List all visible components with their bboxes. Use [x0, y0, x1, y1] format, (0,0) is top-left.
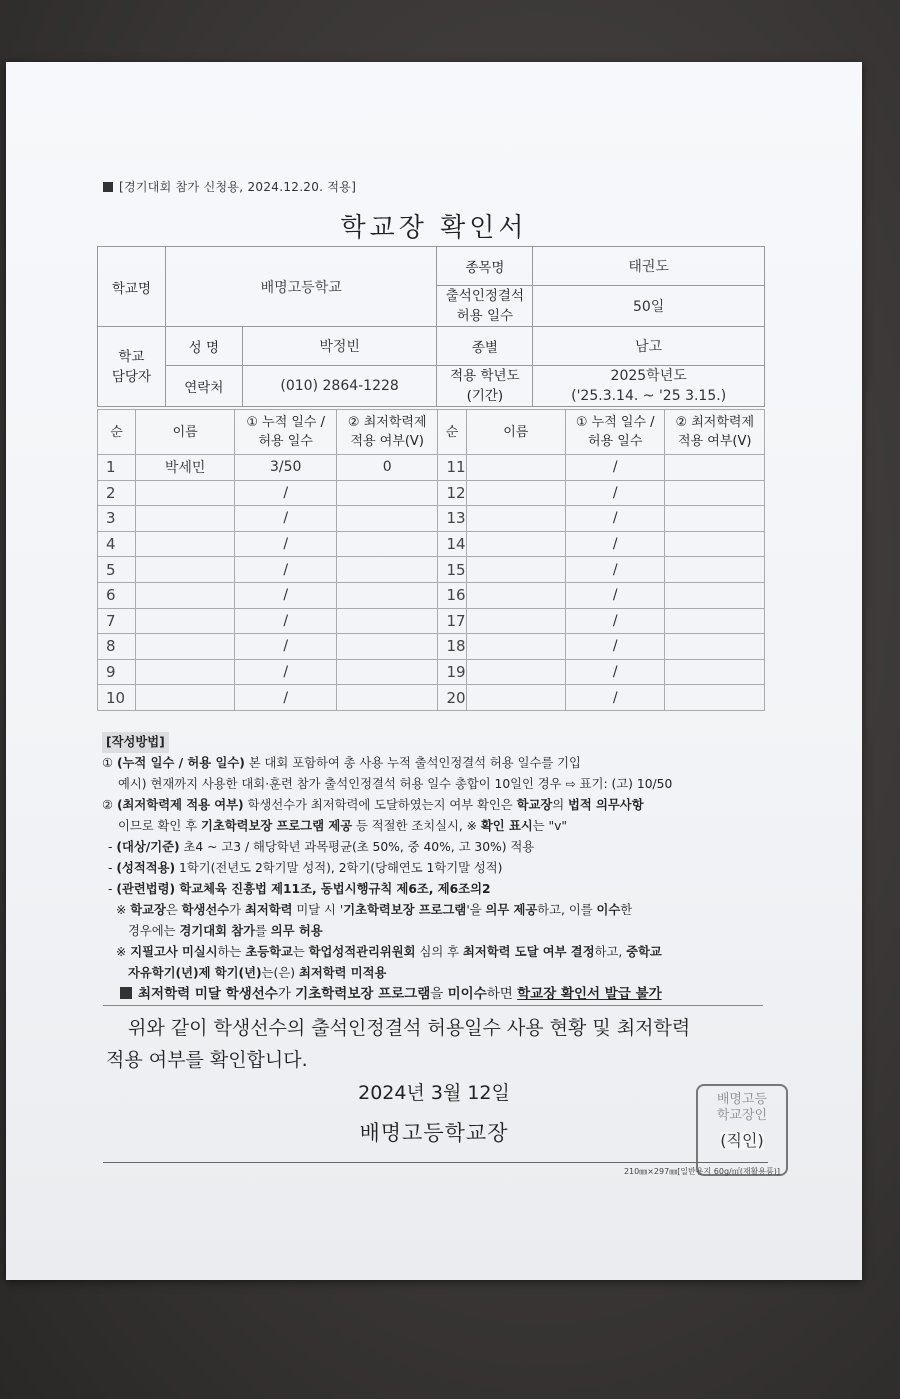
school-label: 학교명 [98, 247, 166, 327]
t: (누적 일수 / 허용 일수) [116, 756, 245, 770]
t: 를 [255, 924, 271, 938]
seal-label: (직인) [720, 1131, 764, 1150]
cell-min2 [665, 685, 765, 711]
year-value [533, 366, 765, 407]
header-note-text: [경기대회 참가 신청용, 2024.12.20. 적용] [119, 180, 357, 194]
cell-no2: 11 [438, 455, 466, 481]
col-days-2-line2: 허용 일수 [588, 434, 643, 449]
instruction-1 [102, 753, 782, 774]
note-elementary-cont [102, 963, 782, 984]
cell-no: 7 [98, 608, 136, 634]
table-row [98, 506, 765, 532]
t: 학교장 확인서 발급 불가 [517, 986, 662, 1002]
absence-label [437, 286, 533, 327]
cell-min [336, 480, 437, 506]
col-no: 순 [98, 410, 136, 455]
note-elementary [102, 942, 782, 963]
t: 학생선수가 최저학력에 도달하였는지 여부 확인은 [243, 798, 517, 812]
cell-days: / [235, 531, 337, 557]
sport-value: 태권도 [533, 247, 765, 286]
cell-min [336, 608, 437, 634]
col-name: 이름 [135, 410, 234, 455]
cell-min: 0 [336, 455, 437, 481]
cell-days: / [235, 608, 337, 634]
cell-name2 [466, 685, 565, 711]
instruction-1-example: 예시) 현재까지 사용한 대회·훈련 참가 출석인정결석 허용 일수 총합이 10일인 경우 ⇨ 표기: (고) 10/50 [118, 777, 673, 791]
cell-days2: / [566, 685, 665, 711]
staff-label [98, 327, 166, 407]
t: 가 [277, 986, 296, 1002]
cell-name [135, 608, 234, 634]
cell-no2: 15 [438, 557, 466, 583]
cell-name [135, 557, 234, 583]
contact-value: (010) 2864-1228 [242, 366, 437, 407]
col-days-2 [566, 410, 665, 455]
cell-min2 [665, 455, 765, 481]
cell-no: 3 [98, 506, 136, 532]
t: 하고, [594, 945, 627, 959]
cell-min2 [665, 582, 765, 608]
seal-text: 배명고등학교장인 [716, 1092, 768, 1123]
t: 기초학력보장 프로그램 [343, 903, 467, 917]
check-box-icon [120, 987, 132, 999]
name-value: 박정빈 [242, 327, 437, 366]
cell-name2 [466, 582, 565, 608]
table-row [98, 634, 765, 660]
t: 학교장 [130, 903, 166, 917]
t: 등 적절한 조치실시, ※ [352, 819, 481, 833]
year-value-line1: 2025학년도 [610, 368, 687, 384]
cell-name2 [466, 634, 565, 660]
cell-days2: / [566, 506, 665, 532]
cell-min2 [665, 506, 765, 532]
section-divider [103, 1005, 763, 1006]
cell-days: / [235, 480, 337, 506]
col-min-2-line1: ② 최저학력제 [675, 415, 755, 430]
cell-name [135, 685, 234, 711]
cell-no: 10 [98, 685, 136, 711]
cell-min2 [665, 634, 765, 660]
cell-name [135, 582, 234, 608]
cell-no2: 14 [438, 531, 466, 557]
absence-label-line1: 출석인정결석 [445, 288, 524, 304]
t: 심의 후 [415, 945, 463, 959]
t: 최저학력 [244, 903, 293, 917]
list-body [98, 455, 765, 711]
cell-no2: 12 [438, 480, 466, 506]
absence-label-line2: 허용 일수 [456, 308, 514, 324]
cell-no2: 18 [438, 634, 466, 660]
cell-days: / [235, 506, 337, 532]
cell-no2: 17 [438, 608, 466, 634]
t: 의무 허용 [270, 924, 323, 938]
cell-min [336, 531, 437, 557]
cell-name2 [466, 455, 565, 481]
cell-min [336, 634, 437, 660]
t: 는 "v" [532, 819, 568, 833]
cell-min [336, 582, 437, 608]
t: 본 대회 포함하여 총 사용 누적 출석인정결석 허용 일수를 기입 [244, 756, 581, 770]
confirmation-line2: 적용 여부를 확인합니다. [106, 1049, 308, 1071]
cell-name2 [466, 531, 565, 557]
t: 학생선수 [181, 903, 230, 917]
table-row [98, 608, 765, 634]
instruction-2 [102, 795, 782, 816]
cell-days2: / [566, 531, 665, 557]
t: '을 [466, 903, 486, 917]
t: 법적 의무사항 [568, 798, 644, 812]
year-label [437, 366, 533, 407]
instruction-grades [102, 858, 782, 879]
t: ① [102, 756, 117, 770]
col-min [336, 410, 437, 455]
cell-min [336, 557, 437, 583]
col-min-line2: 적용 여부(V) [350, 434, 424, 449]
t: 기초학력보장 프로그램 [295, 986, 431, 1002]
header-note [103, 178, 356, 195]
year-value-line2: ('25.3.14. ~ '25 3.15.) [571, 388, 727, 404]
name-label: 성 명 [165, 327, 242, 366]
col-min-line1: ② 최저학력제 [347, 415, 427, 430]
principal-name: 배명고등학교장 [359, 1121, 509, 1145]
table-row [98, 480, 765, 506]
year-label-line2: (기간) [466, 388, 504, 404]
t: 최저학력 미적용 [298, 966, 387, 980]
t: (대상/기준) [116, 840, 180, 854]
t: 미달 시 ' [292, 903, 344, 917]
paper-spec: 210㎜×297㎜[일반용지 60g/㎡(재활용품)] [623, 1167, 780, 1176]
cell-no: 6 [98, 582, 136, 608]
t: 가 [229, 903, 245, 917]
table-row [98, 557, 765, 583]
cell-name [135, 659, 234, 685]
col-days-2-line1: ① 누적 일수 / [575, 415, 655, 430]
cell-min2 [665, 480, 765, 506]
cell-name [135, 634, 234, 660]
cell-no2: 20 [438, 685, 466, 711]
cell-no: 2 [98, 480, 136, 506]
sport-label: 종목명 [437, 247, 533, 286]
list-header-row [98, 410, 765, 455]
cell-days2: / [566, 557, 665, 583]
t: 중학교 [626, 945, 662, 959]
t: 이수 [596, 903, 621, 917]
t: 경우에는 [128, 924, 180, 938]
cell-min2 [665, 557, 765, 583]
t: ※ [116, 903, 131, 917]
note-principal-cont [102, 921, 782, 942]
school-value: 배명고등학교 [165, 247, 437, 327]
t: 초4 ~ 고3 / 해당학년 과목평균(초 50%, 중 40%, 고 30%) 적용 [179, 840, 535, 854]
t: (최저학력제 적용 여부) [116, 798, 244, 812]
t: ② [102, 798, 117, 812]
t: 학업성적관리위원회 [308, 945, 416, 959]
cell-name2 [466, 506, 565, 532]
cell-days: / [235, 582, 337, 608]
t: (성적적용) [116, 861, 176, 875]
t: 이므로 확인 후 [118, 819, 201, 833]
cell-no: 5 [98, 557, 136, 583]
t: 는(은) [261, 966, 299, 980]
cell-min2 [665, 531, 765, 557]
instructions-section [102, 732, 782, 1005]
t: 최저학력 미달 [138, 986, 226, 1002]
category-label: 종별 [437, 327, 533, 366]
t: 미이수 [447, 986, 487, 1002]
cell-days: / [235, 634, 337, 660]
cell-min2 [665, 608, 765, 634]
t: 을 [430, 986, 448, 1002]
cell-name [135, 480, 234, 506]
confirmation-line1: 위와 같이 학생선수의 출석인정결석 허용일수 사용 현황 및 최저학력 [128, 1017, 691, 1039]
t: 은 [165, 903, 182, 917]
t: 경기대회 참가 [179, 924, 255, 938]
t: 하면 [486, 986, 518, 1002]
cell-days2: / [566, 455, 665, 481]
cell-name2 [466, 608, 565, 634]
col-days-line1: ① 누적 일수 / [246, 415, 326, 430]
cell-days2: / [566, 659, 665, 685]
col-name-2: 이름 [466, 410, 565, 455]
cell-no2: 13 [438, 506, 466, 532]
absence-value: 50일 [533, 286, 765, 327]
col-days [235, 410, 337, 455]
t: - [108, 840, 117, 854]
cell-min [336, 506, 437, 532]
t: - [108, 861, 117, 875]
issue-date: 2024년 3월 12일 [358, 1082, 510, 1104]
student-list-table [97, 409, 765, 711]
cell-name [135, 531, 234, 557]
t: 확인 표시 [480, 819, 533, 833]
cell-days2: / [566, 634, 665, 660]
t: 학생선수 [225, 986, 278, 1002]
col-min-2-line2: 적용 여부(V) [678, 434, 752, 449]
category-value: 남고 [533, 327, 765, 366]
t: 의무 제공 [485, 903, 538, 917]
cell-no2: 19 [438, 659, 466, 685]
t: 하고, 이를 [537, 903, 597, 917]
cell-days: / [235, 659, 337, 685]
cell-name2 [466, 557, 565, 583]
instruction-2-cont [102, 816, 782, 837]
instruction-target [102, 837, 782, 858]
t: 기초학력보장 프로그램 제공 [201, 819, 353, 833]
col-days-line2: 허용 일수 [258, 434, 313, 449]
t: 최저학력 도달 여부 결정 [462, 945, 595, 959]
cell-no2: 16 [438, 582, 466, 608]
square-bullet-icon [103, 182, 113, 192]
confirmation-text [106, 1012, 776, 1076]
col-no-2: 순 [438, 410, 466, 455]
bottom-rule [103, 1162, 768, 1163]
cell-min2 [665, 659, 765, 685]
staff-label-line2: 담당자 [111, 368, 151, 385]
instructions-title: [작성방법] [102, 732, 169, 753]
t: 하는 [217, 945, 246, 959]
t: 의 [552, 798, 569, 812]
t: 지필고사 미실시 [130, 945, 218, 959]
t: 초등학교 [245, 945, 293, 959]
cell-days: / [235, 685, 337, 711]
t: 는 [292, 945, 309, 959]
cell-name2 [466, 659, 565, 685]
info-table [97, 246, 765, 407]
final-warning [102, 984, 782, 1005]
t: 1학기(전년도 2학기말 성적), 2학기(당해연도 1학기말 성적) [175, 861, 503, 875]
col-min-2 [665, 410, 765, 455]
staff-label-line1: 학교 [118, 348, 145, 365]
cell-name: 박세민 [135, 455, 234, 481]
cell-no: 1 [98, 455, 136, 481]
cell-days: / [235, 557, 337, 583]
table-row [98, 582, 765, 608]
t: 한 [620, 903, 633, 917]
table-row [98, 685, 765, 711]
year-label-line1: 적용 학년도 [450, 368, 520, 384]
cell-days2: / [566, 480, 665, 506]
note-principal [102, 900, 782, 921]
t: ※ [116, 945, 131, 959]
cell-no: 9 [98, 659, 136, 685]
cell-name [135, 506, 234, 532]
cell-days: 3/50 [235, 455, 337, 481]
cell-days2: / [566, 608, 665, 634]
cell-no: 4 [98, 531, 136, 557]
table-row [98, 531, 765, 557]
cell-days2: / [566, 582, 665, 608]
instruction-law [102, 879, 782, 900]
cell-min [336, 659, 437, 685]
contact-label: 연락처 [165, 366, 242, 407]
t: (관련법령) 학교체육 진흥법 제11조, 동법시행규칙 제6조, 제6조의2 [116, 882, 491, 896]
cell-name2 [466, 480, 565, 506]
table-row [98, 659, 765, 685]
document-title: 학교장 확인서 [340, 213, 528, 243]
t: 자유학기(년)제 학기(년) [128, 966, 262, 980]
cell-min [336, 685, 437, 711]
t: 학교장 [516, 798, 553, 812]
cell-no: 8 [98, 634, 136, 660]
table-row [98, 455, 765, 481]
document-paper [6, 62, 862, 1280]
t: - [108, 882, 117, 896]
